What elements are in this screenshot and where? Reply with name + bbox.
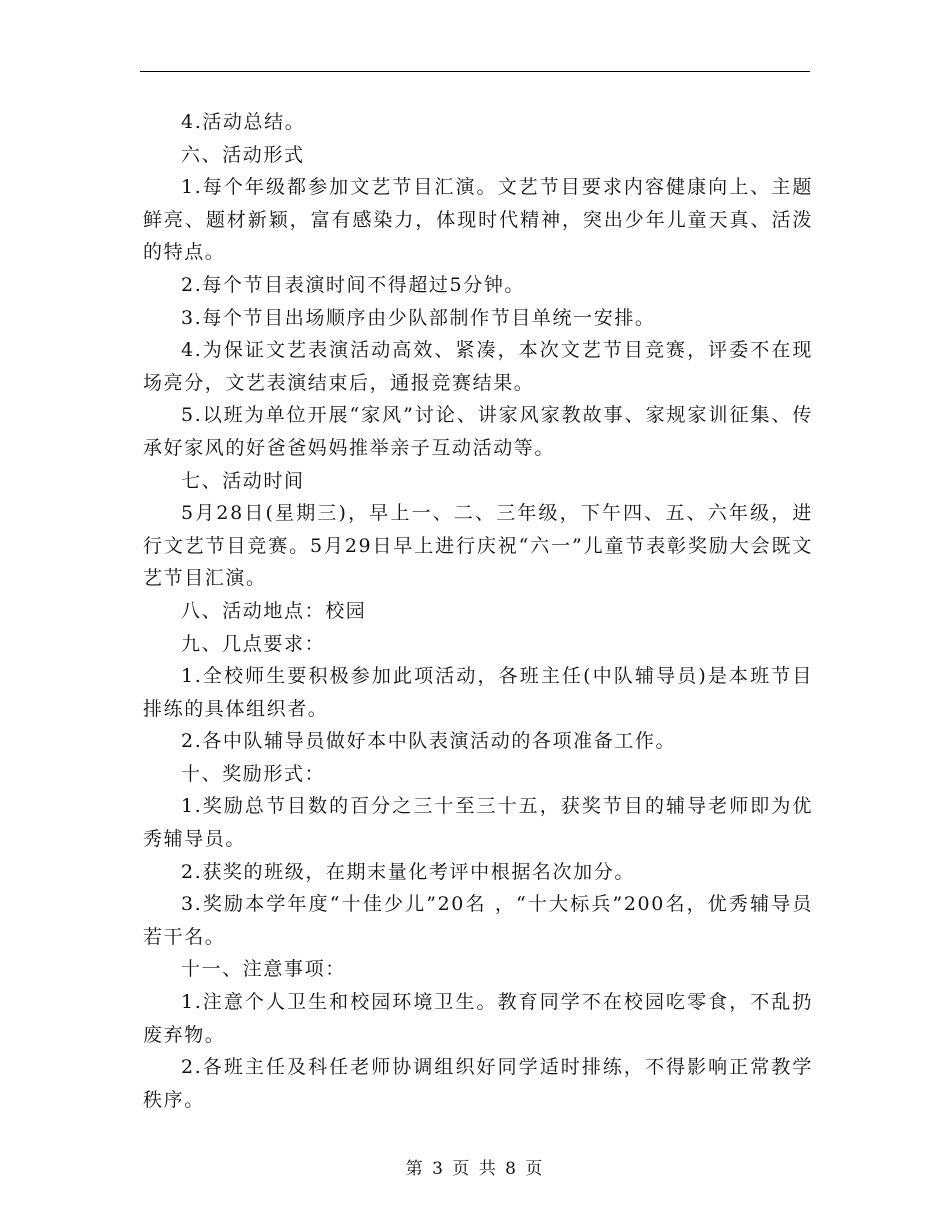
section-heading: 十、奖励形式： — [181, 762, 326, 785]
paragraph: 4.活动总结。 — [181, 111, 306, 133]
paragraph: 1.注意个人卫生和校园环境卫生。教育同学不在校园吃零食，不乱扔废弃物。 — [143, 991, 813, 1046]
section-heading: 十一、注意事项： — [181, 958, 346, 981]
document-body — [143, 106, 813, 1116]
paragraph: 1.奖励总节目数的百分之三十至三十五，获奖节目的辅导老师即为优秀辅导员。 — [143, 795, 813, 851]
paragraph: 3.每个节目出场顺序由少队部制作节目单统一安排。 — [181, 306, 656, 329]
section-heading: 八、活动地点：校园 — [181, 599, 367, 622]
section-heading: 九、几点要求： — [181, 632, 326, 655]
page-number-footer: 第 3 页 共 8 页 — [405, 1159, 545, 1179]
paragraph: 2.每个节目表演时间不得超过5分钟。 — [181, 273, 526, 296]
header-rule — [140, 71, 810, 72]
paragraph: 2.各中队辅导员做好本中队表演活动的各项准备工作。 — [181, 730, 677, 753]
paragraph: 2.各班主任及科任老师协调组织好同学适时排练，不得影响正常教学秩序。 — [143, 1056, 813, 1111]
paragraph: 5月28日(星期三)，早上一、二、三年级，下午四、五、六年级，进行文艺节目竞赛。5月29日早上进行庆祝“六一”儿童节表彰奖励大会既文艺节目汇演。 — [143, 502, 813, 590]
section-heading: 七、活动时间 — [181, 469, 305, 492]
section-heading: 六、活动形式 — [181, 143, 305, 166]
paragraph: 1.全校师生要积极参加此项活动，各班主任(中队辅导员)是本班节目排练的具体组织者。 — [143, 665, 813, 720]
paragraph: 3.奖励本学年度“十佳少儿”20名 ，“十大标兵”200名，优秀辅导员若干名。 — [143, 893, 813, 948]
paragraph: 5.以班为单位开展“家风”讨论、讲家风家教故事、家规家训征集、传承好家风的好爸爸妈妈推举亲子互动活动等。 — [143, 404, 813, 459]
paragraph: 4.为保证文艺表演活动高效、紧凑，本次文艺节目竞赛，评委不在现场亮分，文艺表演结束后，通报竞赛结果。 — [143, 339, 813, 394]
paragraph: 1.每个年级都参加文艺节目汇演。文艺节目要求内容健康向上、主题鲜亮、题材新颖，富有感染力，体现时代精神，突出少年儿童天真、活泼的特点。 — [143, 176, 813, 264]
paragraph: 2.获奖的班级，在期末量化考评中根据名次加分。 — [181, 860, 635, 883]
